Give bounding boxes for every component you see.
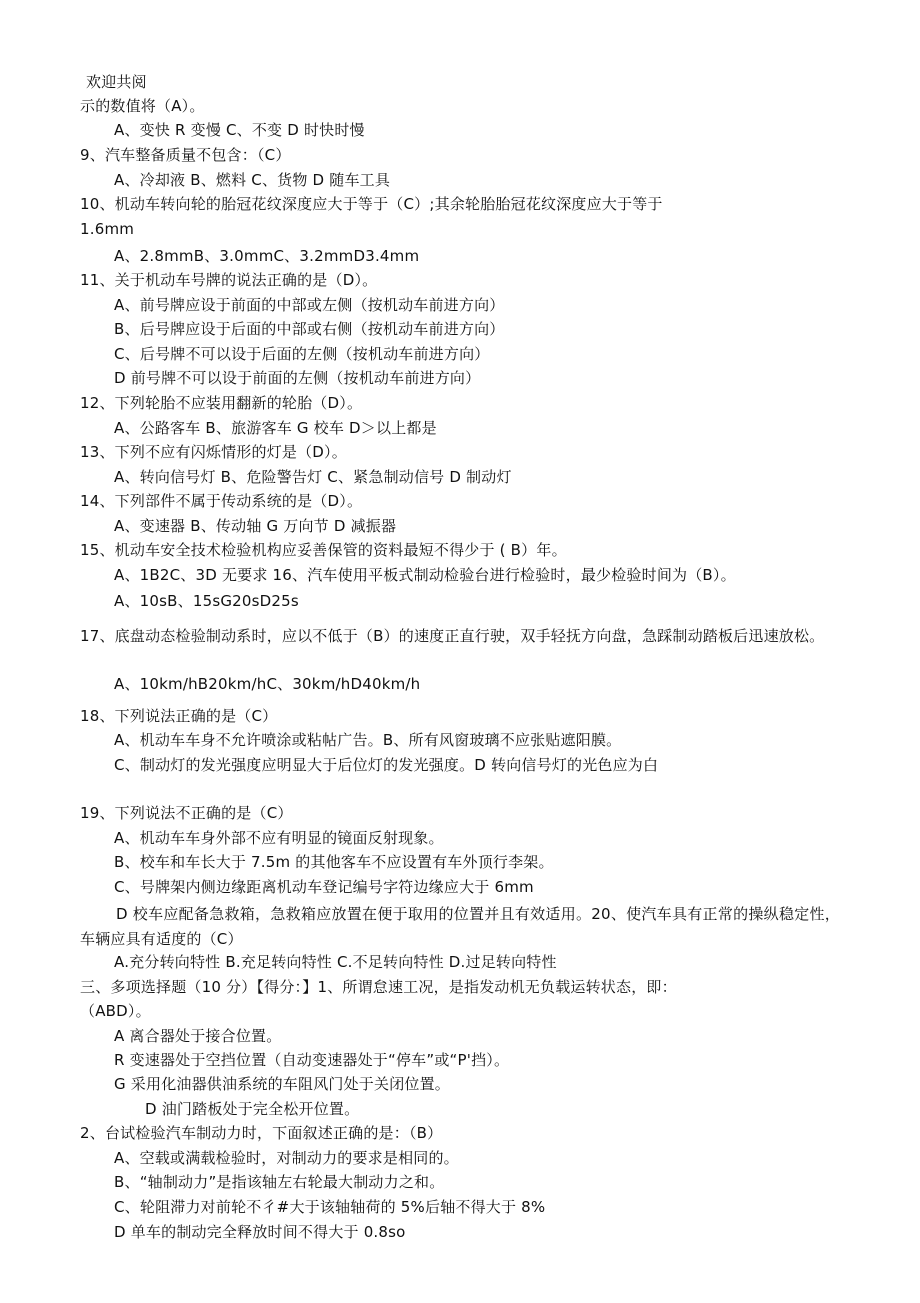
option-line: D 前号牌不可以设于前面的左侧（按机动车前进方向） [114, 369, 481, 387]
question-line: 9、汽车整备质量不包含：（C） [80, 146, 291, 164]
text-line: 示的数值将（A）。 [80, 97, 205, 115]
option-line: B、校车和车长大于 7.5m 的其他客车不应设置有车外顶行李架。 [114, 853, 554, 871]
option-line: A、10km/hB20km/hC、30km/hD40km/h [114, 675, 421, 693]
question-line: 10、机动车转向轮的胎冠花纹深度应大于等于（C）;其余轮胎胎冠花纹深度应大于等于 [80, 195, 663, 213]
option-line: D 油门踏板处于完全松开位置。 [145, 1100, 360, 1118]
option-line: A、机动车车身外部不应有明显的镜面反射现象。 [114, 829, 444, 847]
question-line: D 校车应配备急救箱，急救箱应放置在便于取用的位置并且有效适用。20、使汽车具有正常的操纵稳定性，车辆应具有适度的（C） [80, 905, 840, 948]
option-line: A、2.8mmB、3.0mmC、3.2mmD3.4mm [114, 247, 420, 265]
text-line: （ABD）。 [80, 1002, 151, 1020]
option-line: C、轮阻滞力对前轮不彳#大于该轴轴荷的 5%后轴不得大于 8% [114, 1198, 546, 1216]
question-line: 18、下列说法正确的是（C） [80, 707, 278, 725]
option-line: R 变速器处于空挡位置（自动变速器处于“停车”或“P'挡）。 [114, 1051, 510, 1069]
option-line: A.充分转向特性 B.充足转向特性 C.不足转向特性 D.过足转向特性 [114, 953, 557, 971]
question-line: 12、下列轮胎不应装用翻新的轮胎（D）。 [80, 394, 363, 412]
option-line: A、公路客车 B、旅游客车 G 校车 D＞以上都是 [114, 419, 437, 437]
page-header: 欢迎共阅 [86, 73, 147, 91]
option-line: B、后号牌应设于后面的中部或右侧（按机动车前进方向） [114, 320, 505, 338]
option-line: A、变速器 B、传动轴 G 万向节 D 减振器 [114, 517, 397, 535]
option-line: C、制动灯的发光强度应明显大于后位灯的发光强度。D 转向信号灯的光色应为白 [114, 756, 659, 774]
option-line: A、变快 R 变慢 C、不变 D 时快时慢 [114, 121, 365, 139]
text-line: 1.6mm [80, 220, 135, 238]
option-line: B、“轴制动力”是指该轴左右轮最大制动力之和。 [114, 1173, 445, 1191]
option-line: A、冷却液 B、燃料 C、货物 D 随车工具 [114, 171, 391, 189]
option-line: A、前号牌应设于前面的中部或左侧（按机动车前进方向） [114, 296, 505, 314]
option-line: A、转向信号灯 B、危险警告灯 C、紧急制动信号 D 制动灯 [114, 468, 512, 486]
option-line: A 离合器处于接合位置。 [114, 1027, 282, 1045]
option-line: G 采用化油器供油系统的车阻风门处于关闭位置。 [114, 1075, 450, 1093]
option-line: A、空载或满载检验时，对制动力的要求是相同的。 [114, 1149, 459, 1167]
question-line: 2、台试检验汽车制动力时，下面叙述正确的是：（B） [80, 1124, 443, 1142]
option-line: D 单车的制动完全释放时间不得大于 0.8so [114, 1223, 406, 1241]
question-line: 13、下列不应有闪烁情形的灯是（D）。 [80, 443, 347, 461]
question-line: 11、关于机动车号牌的说法正确的是（D）。 [80, 271, 378, 289]
question-line: 17、底盘动态检验制动系时，应以不低于（B）的速度正直行驶，双手轻抚方向盘，急踩制动踏板后迅速放松。 [80, 627, 825, 645]
question-line: 14、下列部件不属于传动系统的是（D）。 [80, 492, 363, 510]
section-heading: 三、多项选择题（10 分）【得分：】1、所谓怠速工况，是指发动机无负载运转状态，即： [80, 978, 677, 996]
question-line: 19、下列说法不正确的是（C） [80, 804, 293, 822]
option-line: A、1B2C、3D 无要求 16、汽车使用平板式制动检验台进行检验时，最少检验时间为（B）。 [114, 566, 736, 584]
option-line: A、机动车车身不允许喷涂或粘帖广告。B、所有风窗玻璃不应张贴遮阳膜。 [114, 731, 622, 749]
option-line: C、号牌架内侧边缘距离机动车登记编号字符边缘应大于 6mm [114, 878, 534, 896]
option-line: A、10sB、15sG20sD25s [114, 592, 299, 610]
option-line: C、后号牌不可以设于后面的左侧（按机动车前进方向） [114, 345, 490, 363]
question-line: 15、机动车安全技术检验机构应妥善保管的资料最短不得少于 ( B）年。 [80, 541, 567, 559]
